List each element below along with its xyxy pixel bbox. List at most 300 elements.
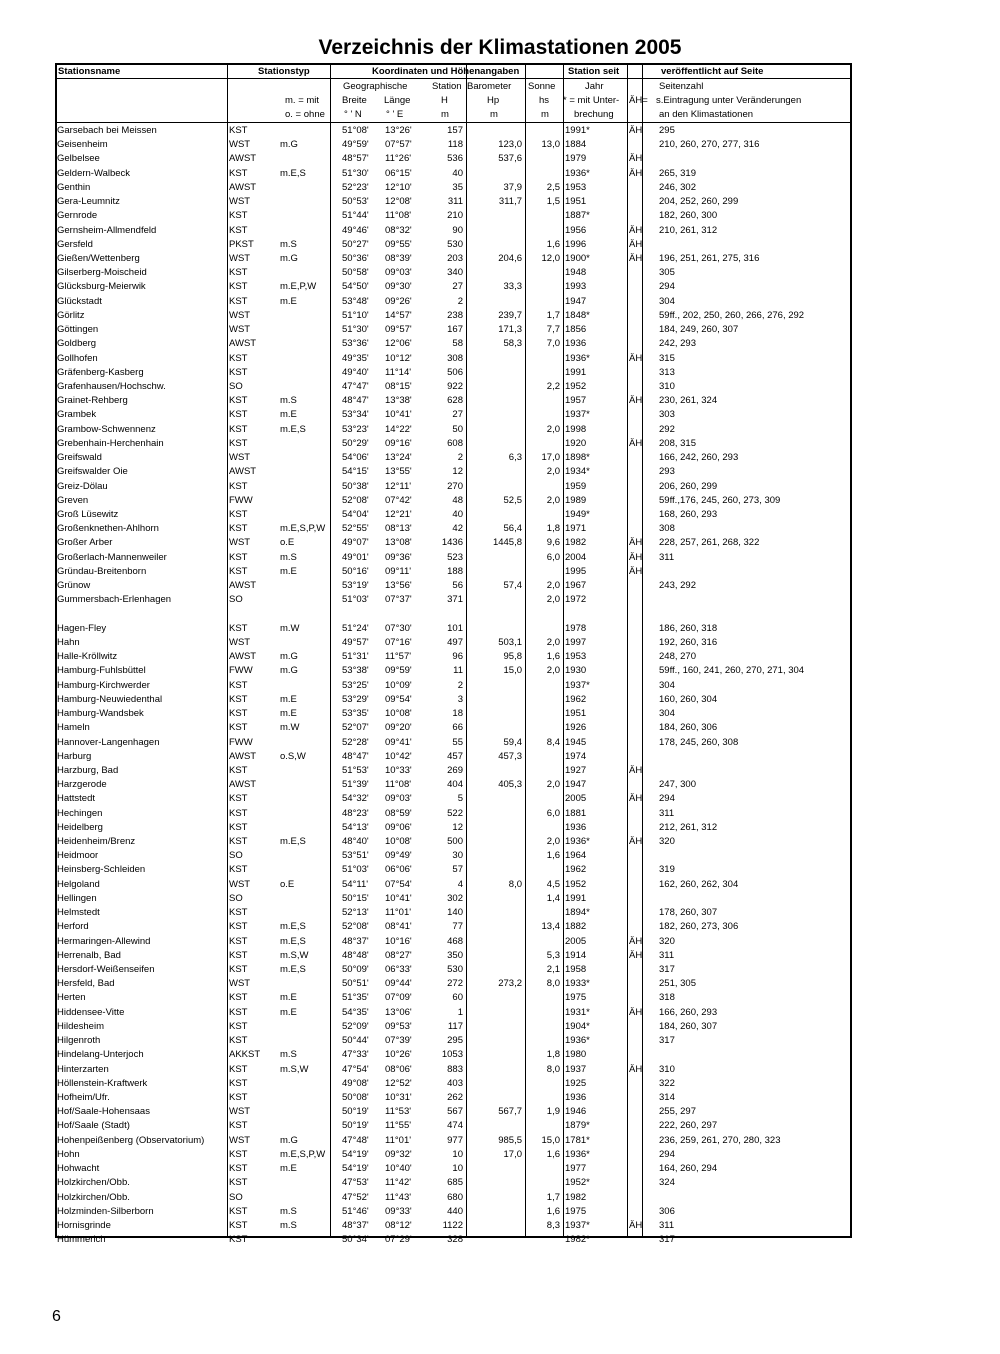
cell-breite: 48°40' xyxy=(342,836,369,847)
cell-ah: ÄH xyxy=(629,224,643,236)
cell-seiten: 166, 242, 260, 293 xyxy=(659,452,739,464)
cell-zusatz: m.E,P,W xyxy=(280,281,317,293)
cell-seiten: 305 xyxy=(659,267,675,279)
cell-barometer: 52,5 xyxy=(503,494,522,506)
table-row xyxy=(0,991,1000,1005)
cell-breite: 49°59' xyxy=(342,139,369,151)
cell-hoehe: 500 xyxy=(447,836,463,847)
cell-seit: 1937* xyxy=(565,409,590,421)
cell-hoehe: 536 xyxy=(447,153,463,165)
cell-seiten: 230, 261, 324 xyxy=(659,395,718,407)
page-title: Verzeichnis der Klimastationen 2005 xyxy=(318,36,682,59)
cell-seit: 1931* xyxy=(565,1006,590,1018)
cell-seit: 1959 xyxy=(565,480,587,492)
cell-stationsname: Hamburg-Fuhlsbüttel xyxy=(57,665,146,677)
cell-typ: WST xyxy=(229,196,251,208)
cell-breite: 51°44' xyxy=(342,210,369,222)
cell-ah: ÄH xyxy=(629,352,643,364)
table-row xyxy=(0,1148,1000,1162)
cell-hoehe: 30 xyxy=(452,850,463,862)
table-row xyxy=(0,238,1000,252)
cell-stationsname: Hohenpeißenberg (Observatorium) xyxy=(57,1134,205,1146)
cell-typ: KST xyxy=(229,964,248,975)
cell-typ: KST xyxy=(229,551,248,563)
page-number: 6 xyxy=(52,1308,61,1325)
cell-ah: ÄH xyxy=(629,565,643,577)
cell-stationsname: Holzminden-Silberborn xyxy=(57,1205,154,1217)
cell-laenge: 08°12' xyxy=(385,1219,412,1231)
cell-breite: 53°19' xyxy=(342,580,369,591)
cell-laenge: 10°16' xyxy=(385,935,412,947)
cell-laenge: 11°26' xyxy=(385,153,412,165)
cell-laenge: 09°11' xyxy=(385,565,412,577)
table-row xyxy=(0,209,1000,223)
cell-breite: 50°09' xyxy=(342,964,369,975)
table-row xyxy=(0,1020,1000,1034)
cell-seit: 1982* xyxy=(565,1234,590,1246)
table-row xyxy=(0,792,1000,806)
cell-seiten: 247, 300 xyxy=(659,779,696,791)
cell-laenge: 09°30' xyxy=(385,281,412,293)
cell-typ: KST xyxy=(229,395,248,407)
header-unit-m: m xyxy=(490,109,498,120)
cell-ah: ÄH xyxy=(629,949,643,961)
cell-hoehe: 302 xyxy=(447,892,463,904)
cell-stationsname: Herrenalb, Bad xyxy=(57,949,121,961)
table-row xyxy=(0,280,1000,294)
cell-seiten: 204, 252, 260, 299 xyxy=(659,196,739,208)
cell-barometer: 8,0 xyxy=(508,878,522,890)
cell-seiten: 166, 260, 293 xyxy=(659,1006,718,1018)
cell-stationsname: Helmstedt xyxy=(57,907,100,919)
cell-typ: WST xyxy=(229,636,251,648)
cell-hoehe: 680 xyxy=(447,1191,463,1203)
cell-sonne: 1,6 xyxy=(546,1148,560,1160)
cell-stationsname: Heidmoor xyxy=(57,850,99,862)
table-row xyxy=(0,181,1000,195)
table-row xyxy=(0,167,1000,181)
table-row xyxy=(0,224,1000,238)
cell-seit: 1934* xyxy=(565,466,590,478)
cell-sonne: 1,4 xyxy=(546,892,560,904)
cell-hoehe: 2 xyxy=(457,452,463,464)
table-row xyxy=(0,252,1000,266)
table-row xyxy=(0,124,1000,138)
cell-hoehe: 270 xyxy=(447,480,463,492)
table-row xyxy=(0,1034,1000,1048)
cell-hoehe: 188 xyxy=(447,565,463,577)
cell-seit: 1936* xyxy=(565,1035,590,1047)
cell-hoehe: 203 xyxy=(447,253,463,264)
cell-typ: AKKST xyxy=(229,1049,261,1061)
table-row xyxy=(0,1176,1000,1190)
table-row xyxy=(0,593,1000,607)
header-koordinaten: Koordinaten und Höhenangaben xyxy=(372,66,520,77)
cell-seiten: 294 xyxy=(659,1148,675,1160)
cell-sonne: 1,6 xyxy=(546,850,560,862)
cell-breite: 50°08' xyxy=(342,1092,369,1103)
cell-stationsname: Görlitz xyxy=(57,309,85,321)
cell-sonne: 2,0 xyxy=(546,466,560,478)
cell-seiten: 255, 297 xyxy=(659,1106,696,1118)
cell-hoehe: 523 xyxy=(447,551,463,563)
cell-laenge: 09°36' xyxy=(385,551,412,563)
cell-typ: AWST xyxy=(229,750,257,762)
cell-seiten: 212, 261, 312 xyxy=(659,821,718,833)
header-typ-ohne: o. = ohne xyxy=(285,109,325,120)
cell-zusatz: m.S,W xyxy=(280,949,309,961)
cell-seiten: 242, 293 xyxy=(659,338,696,350)
cell-hoehe: 311 xyxy=(447,196,463,208)
cell-hoehe: 42 xyxy=(452,523,463,535)
cell-breite: 49°57' xyxy=(342,636,369,648)
cell-breite: 47°54' xyxy=(342,1063,369,1075)
cell-typ: KST xyxy=(229,708,248,719)
cell-sonne: 15,0 xyxy=(541,1134,560,1146)
cell-stationsname: Großer Arber xyxy=(57,537,113,549)
cell-stationsname: Heidenheim/Brenz xyxy=(57,836,136,847)
cell-breite: 48°48' xyxy=(342,949,369,961)
cell-sonne: 8,4 xyxy=(546,736,560,748)
cell-zusatz: m.E,S xyxy=(280,167,306,179)
cell-breite: 48°47' xyxy=(342,750,369,762)
table-row xyxy=(0,835,1000,849)
cell-stationsname: Greifswalder Oie xyxy=(57,466,128,478)
cell-laenge: 10°41' xyxy=(385,409,412,421)
cell-breite: 51°10' xyxy=(342,309,369,321)
cell-hoehe: 157 xyxy=(447,125,463,136)
cell-hoehe: 10 xyxy=(452,1163,463,1175)
cell-sonne: 2,0 xyxy=(546,665,560,677)
cell-hoehe: 50 xyxy=(452,423,463,435)
cell-seiten: 310 xyxy=(659,1063,675,1075)
cell-seiten: 178, 245, 260, 308 xyxy=(659,736,739,748)
cell-stationsname: Hameln xyxy=(57,722,90,734)
cell-seit: 1781* xyxy=(565,1134,590,1146)
cell-hoehe: 40 xyxy=(452,167,463,179)
cell-typ: KST xyxy=(229,1006,248,1018)
cell-seit: 1925 xyxy=(565,1077,587,1089)
cell-stationsname: Glücksburg-Meierwik xyxy=(57,281,146,293)
cell-sonne: 2,0 xyxy=(546,836,560,847)
cell-zusatz: m.G xyxy=(280,1134,298,1146)
cell-breite: 51°24' xyxy=(342,622,369,634)
table-row xyxy=(0,892,1000,906)
cell-breite: 50°27' xyxy=(342,238,369,250)
cell-zusatz: m.E,S xyxy=(280,964,306,975)
cell-typ: KST xyxy=(229,480,248,492)
cell-stationsname: Hersfeld, Bad xyxy=(57,978,115,990)
cell-seiten: 59ff., 160, 241, 260, 270, 271, 304 xyxy=(659,665,805,677)
cell-stationsname: Genthin xyxy=(57,181,91,193)
cell-stationsname: Hohwacht xyxy=(57,1163,100,1175)
cell-sonne: 1,5 xyxy=(546,196,560,208)
cell-seit: 1974 xyxy=(565,750,587,762)
cell-stationsname: Hildesheim xyxy=(57,1020,104,1032)
cell-laenge: 11°01' xyxy=(385,1134,412,1146)
cell-hoehe: 1122 xyxy=(442,1219,463,1231)
cell-typ: WST xyxy=(229,878,251,890)
cell-laenge: 11°42' xyxy=(385,1177,412,1189)
cell-hoehe: 977 xyxy=(447,1134,463,1146)
cell-seit: 1997 xyxy=(565,636,587,648)
cell-stationsname: Harburg xyxy=(57,750,92,762)
cell-seiten: 293 xyxy=(659,466,675,478)
cell-stationsname: Gräfenberg-Kasberg xyxy=(57,366,144,378)
header-hp: Hp xyxy=(487,95,500,106)
cell-seit: 1991 xyxy=(565,366,587,378)
cell-typ: KST xyxy=(229,1177,248,1189)
cell-typ: KST xyxy=(229,423,248,435)
cell-zusatz: m.E xyxy=(280,409,297,421)
cell-stationsname: Grebenhain-Herchenhain xyxy=(57,437,164,449)
table-row xyxy=(0,679,1000,693)
cell-zusatz: m.E,S xyxy=(280,836,306,847)
cell-typ: KST xyxy=(229,1163,248,1175)
cell-seit: 1884 xyxy=(565,139,587,151)
cell-breite: 51°39' xyxy=(342,779,369,791)
cell-laenge: 06°06' xyxy=(385,864,412,876)
cell-ah: ÄH xyxy=(629,253,643,264)
cell-hoehe: 27 xyxy=(452,409,463,421)
cell-laenge: 13°56' xyxy=(385,580,412,591)
cell-typ: KST xyxy=(229,821,248,833)
cell-typ: KST xyxy=(229,508,248,520)
cell-sonne: 1,6 xyxy=(546,1205,560,1217)
cell-seit: 1971 xyxy=(565,523,587,535)
cell-typ: WST xyxy=(229,324,251,336)
cell-hoehe: 308 xyxy=(447,352,463,364)
cell-sonne: 2,0 xyxy=(546,636,560,648)
cell-breite: 50°29' xyxy=(342,437,369,449)
cell-laenge: 12°06' xyxy=(385,338,412,350)
cell-hoehe: 2 xyxy=(457,679,463,691)
cell-seiten: 308 xyxy=(659,523,675,535)
cell-typ: FWW xyxy=(229,736,253,748)
table-row xyxy=(0,138,1000,152)
cell-typ: WST xyxy=(229,978,251,990)
cell-stationsname: Grambek xyxy=(57,409,97,421)
cell-typ: KST xyxy=(229,1148,248,1160)
cell-seit: 1956 xyxy=(565,224,587,236)
cell-hoehe: 328 xyxy=(447,1234,463,1246)
table-row xyxy=(0,664,1000,678)
cell-laenge: 11°14' xyxy=(385,366,412,378)
cell-stationsname: Harzburg, Bad xyxy=(57,764,119,776)
cell-laenge: 11°01' xyxy=(385,907,412,919)
cell-sonne: 1,6 xyxy=(546,238,560,250)
cell-laenge: 11°08' xyxy=(385,779,412,791)
cell-stationsname: Herten xyxy=(57,992,86,1004)
cell-typ: WST xyxy=(229,1106,251,1118)
cell-ah: ÄH xyxy=(629,793,643,805)
cell-laenge: 10°33' xyxy=(385,764,412,776)
cell-seit: 1856 xyxy=(565,324,587,336)
table-row xyxy=(0,750,1000,764)
cell-barometer: 567,7 xyxy=(498,1106,522,1118)
cell-seit: 1898* xyxy=(565,452,590,464)
cell-seiten: 265, 319 xyxy=(659,167,696,179)
cell-breite: 52°07' xyxy=(342,722,369,734)
cell-typ: AWST xyxy=(229,153,257,165)
table-row xyxy=(0,1134,1000,1148)
cell-hoehe: 1436 xyxy=(441,537,463,549)
cell-zusatz: m.E,S,P,W xyxy=(280,1148,326,1160)
cell-seit: 1920 xyxy=(565,437,587,449)
cell-laenge: 11°53' xyxy=(385,1106,412,1118)
cell-typ: AWST xyxy=(229,779,257,791)
header-barometer: Barometer xyxy=(467,81,512,92)
table-row xyxy=(0,1191,1000,1205)
cell-hoehe: 66 xyxy=(452,722,463,734)
table-row xyxy=(0,323,1000,337)
cell-hoehe: 608 xyxy=(447,437,463,449)
table-row xyxy=(0,437,1000,451)
cell-sonne: 1,8 xyxy=(546,523,560,535)
cell-seit: 2004 xyxy=(565,551,587,563)
header-stationsname: Stationsname xyxy=(58,66,121,77)
cell-hoehe: 40 xyxy=(452,508,463,520)
cell-breite: 52°09' xyxy=(342,1020,369,1032)
cell-seit: 1952* xyxy=(565,1177,590,1189)
cell-zusatz: o.E xyxy=(280,537,295,549)
cell-stationsname: Großerlach-Mannenweiler xyxy=(57,551,167,563)
cell-laenge: 08°41' xyxy=(385,921,412,933)
cell-stationsname: Garsebach bei Meissen xyxy=(57,125,157,136)
cell-seiten: 311 xyxy=(659,1219,675,1231)
cell-seit: 1936 xyxy=(565,338,587,350)
table-row xyxy=(0,849,1000,863)
cell-breite: 50°44' xyxy=(342,1035,369,1047)
cell-typ: KST xyxy=(229,836,248,847)
cell-stationsname: Höllenstein-Kraftwerk xyxy=(57,1077,148,1089)
cell-laenge: 08°39' xyxy=(385,253,412,264)
cell-hoehe: 96 xyxy=(452,651,463,663)
cell-seiten: 248, 270 xyxy=(659,651,696,663)
header-unit-m: m xyxy=(441,109,449,120)
table-row xyxy=(0,693,1000,707)
cell-typ: KST xyxy=(229,281,248,293)
cell-sonne: 8,0 xyxy=(546,1063,560,1075)
cell-seit: 1937* xyxy=(565,679,590,691)
cell-hoehe: 922 xyxy=(447,381,463,392)
table-row xyxy=(0,380,1000,394)
cell-stationsname: Holzkirchen/Obb. xyxy=(57,1191,130,1203)
cell-typ: WST xyxy=(229,452,251,464)
cell-breite: 47°53' xyxy=(342,1177,369,1189)
header-laenge-unit: ° ' E xyxy=(386,109,404,120)
cell-ah: ÄH xyxy=(629,437,643,449)
cell-laenge: 08°13' xyxy=(385,523,412,535)
table-row xyxy=(0,337,1000,351)
cell-breite: 54°35' xyxy=(342,1006,369,1018)
cell-hoehe: 1 xyxy=(457,1006,463,1018)
cell-breite: 52°13' xyxy=(342,907,369,919)
cell-stationsname: Goldberg xyxy=(57,338,97,350)
cell-sonne: 4,5 xyxy=(546,878,560,890)
cell-breite: 52°28' xyxy=(342,736,369,748)
cell-breite: 51°31' xyxy=(342,651,369,663)
cell-laenge: 13°24' xyxy=(385,452,412,464)
cell-stationsname: Holzkirchen/Obb. xyxy=(57,1177,130,1189)
cell-hoehe: 1053 xyxy=(441,1049,463,1061)
cell-barometer: 985,5 xyxy=(498,1134,522,1146)
cell-zusatz: m.E,S xyxy=(280,935,306,947)
cell-typ: SO xyxy=(229,892,243,904)
cell-stationsname: Greven xyxy=(57,494,89,506)
cell-stationsname: Geisenheim xyxy=(57,139,108,151)
cell-breite: 54°50' xyxy=(342,281,369,293)
cell-laenge: 12°11' xyxy=(385,480,412,492)
cell-hoehe: 18 xyxy=(452,708,463,719)
cell-stationsname: Heidelberg xyxy=(57,821,103,833)
cell-stationsname: Hof/Saale (Stadt) xyxy=(57,1120,130,1132)
cell-breite: 49°01' xyxy=(342,551,369,563)
cell-seit: 1945 xyxy=(565,736,587,748)
cell-seit: 1936* xyxy=(565,1148,590,1160)
cell-hoehe: 262 xyxy=(447,1092,463,1103)
cell-hoehe: 77 xyxy=(452,921,463,933)
cell-hoehe: 403 xyxy=(447,1077,463,1089)
header-jahr: Jahr xyxy=(585,81,604,92)
cell-seit: 1958 xyxy=(565,964,587,975)
cell-breite: 50°15' xyxy=(342,892,369,904)
cell-seit: 1980 xyxy=(565,1049,587,1061)
cell-seiten: 192, 260, 316 xyxy=(659,636,718,648)
cell-zusatz: m.S,W xyxy=(280,1063,309,1075)
cell-ah: ÄH xyxy=(629,1219,643,1231)
table-row xyxy=(0,508,1000,522)
cell-zusatz: m.S xyxy=(280,238,297,250)
cell-typ: WST xyxy=(229,1134,251,1146)
cell-seiten: 295 xyxy=(659,125,675,136)
cell-stationsname: Gründau-Breitenborn xyxy=(57,565,147,577)
cell-typ: AWST xyxy=(229,466,257,478)
cell-hoehe: 48 xyxy=(452,494,463,506)
cell-stationsname: Helgoland xyxy=(57,878,100,890)
cell-hoehe: 440 xyxy=(447,1205,463,1217)
cell-sonne: 2,0 xyxy=(546,423,560,435)
cell-hoehe: 497 xyxy=(447,636,463,648)
cell-typ: KST xyxy=(229,565,248,577)
cell-seiten: 210, 261, 312 xyxy=(659,224,718,236)
table-row xyxy=(0,1063,1000,1077)
cell-sonne: 17,0 xyxy=(541,452,560,464)
cell-seiten: 294 xyxy=(659,793,675,805)
cell-laenge: 07°29' xyxy=(385,1234,412,1246)
cell-seit: 1947 xyxy=(565,779,587,791)
cell-laenge: 09°32' xyxy=(385,1148,412,1160)
cell-sonne: 7,7 xyxy=(546,324,560,336)
cell-hoehe: 55 xyxy=(452,736,463,748)
header-rule xyxy=(55,122,852,123)
cell-sonne: 2,0 xyxy=(546,580,560,591)
cell-laenge: 09°44' xyxy=(385,978,412,990)
table-row xyxy=(0,977,1000,991)
cell-breite: 51°30' xyxy=(342,324,369,336)
cell-seiten: 320 xyxy=(659,935,675,947)
cell-hoehe: 10 xyxy=(452,1148,463,1160)
cell-sonne: 12,0 xyxy=(541,253,560,264)
cell-typ: KST xyxy=(229,1120,248,1132)
cell-typ: WST xyxy=(229,537,251,549)
cell-stationsname: Gernrode xyxy=(57,210,98,222)
cell-hoehe: 530 xyxy=(447,964,463,975)
cell-seit: 1848* xyxy=(565,309,590,321)
cell-stationsname: Hamburg-Neuwiedenthal xyxy=(57,693,163,705)
cell-hoehe: 12 xyxy=(452,466,463,478)
cell-laenge: 10°41' xyxy=(385,892,412,904)
